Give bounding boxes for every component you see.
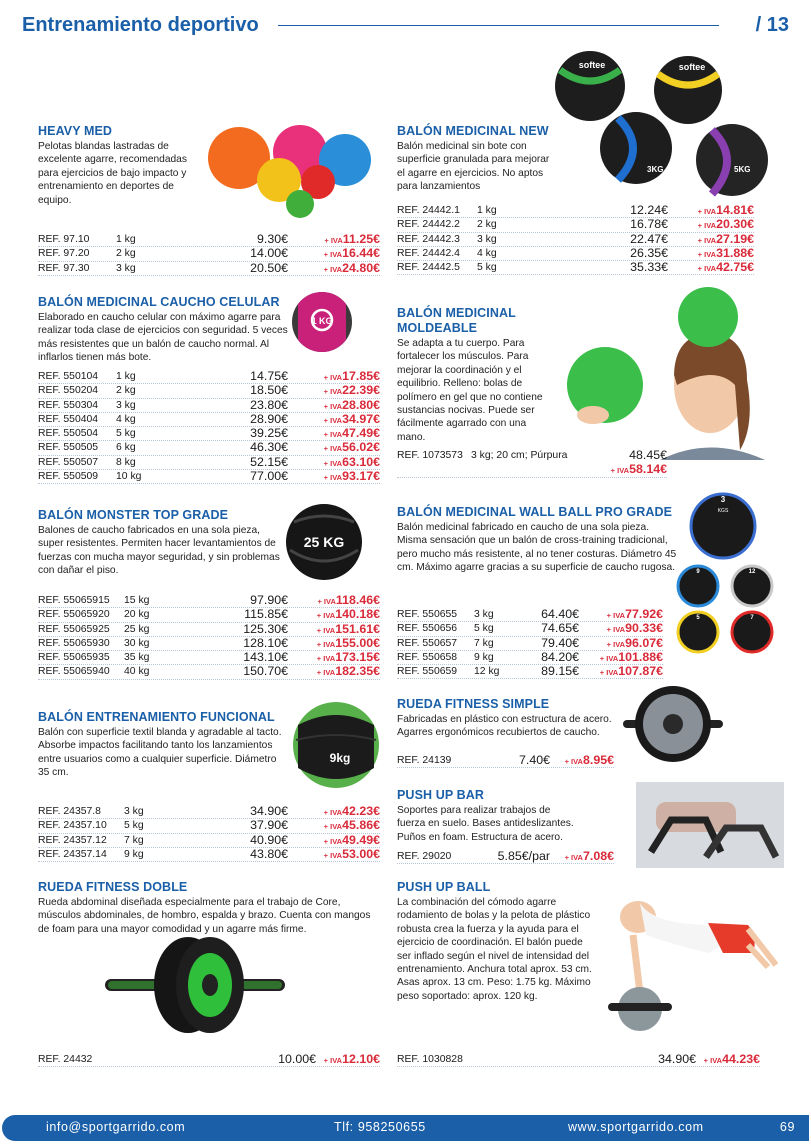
price-with-iva: + IVA151.61€ [316,621,380,636]
price: 7.40€ [518,753,550,767]
price: 79.40€ [541,635,579,650]
product-description: Fabricadas en plástico con estructura de acero. Agarres ergonómicos recubiertos de caucho. [397,714,612,739]
price-row [38,637,380,651]
product-title: HEAVY MED [38,124,113,138]
ref-code: REF. 55065935 [38,652,110,664]
price-row [397,637,663,651]
ball-brand-label: softee [578,60,606,70]
price-with-iva: + IVA118.46€ [317,593,380,607]
price-row [38,370,380,384]
ref-code: REF. 24442.1 [397,205,460,216]
weight: 35 kg [124,652,150,664]
ball-brand-label: softee [678,62,706,72]
price: 39.25€ [250,426,288,441]
ref-code: REF. 550204 [38,385,99,397]
price: 115.85€ [244,607,288,622]
price-row [397,622,663,636]
ref-code: REF. 550655 [397,609,458,620]
caucho-ball-image [290,290,354,354]
weight: 3 kg [474,609,494,620]
product-title: BALÓN MEDICINAL MOLDEABLE [397,306,516,335]
price-row [397,449,667,463]
product-rueda-simple [397,697,612,740]
price: 43.80€ [250,846,288,861]
weight: 20 kg [124,609,150,621]
price-row [397,608,663,622]
price-with-iva: + IVA8.95€ [564,753,614,767]
price-with-iva: + IVA155.00€ [316,635,380,650]
price-row [397,261,754,275]
price: 22.47€ [630,231,668,246]
price: 37.90€ [250,818,288,833]
price-with-iva: + IVA96.07€ [606,635,663,650]
ref-code: REF. 1030828 [397,1054,463,1065]
price-row [38,608,380,622]
section-title: Entrenamiento deportivo [22,14,259,36]
weight: 9 kg [124,848,144,860]
price: 64.40€ [541,607,579,621]
product-description: Se adapta a tu cuerpo. Para fortalecer los músculos. Para mejorar la coordinación y el equilibrio. Relleno: bolas de polímero en gel que no contiene sustancias nocivas. Puede ser fácilmente agarrado con una mano. [397,338,543,443]
price-with-iva: + IVA173.15€ [316,650,380,665]
price-with-iva: + IVA53.00€ [323,846,380,861]
ref-code: REF. 24357.14 [38,848,107,860]
product-description: Elaborado en caucho celular con máximo agarre para realizar toda clase de ejercicios con seguridad. 5 veces más resistentes que un balón de caucho normal. Al inflarlos tienen más bote. [38,312,288,364]
ref-code: REF. 24442.5 [397,262,460,274]
page-header [22,12,789,42]
price-with-iva: + IVA34.97€ [323,411,380,426]
price-row [38,1053,380,1067]
price-row [397,651,663,665]
wall-ball-image [676,490,786,665]
ref-code: REF. 97.30 [38,262,90,274]
ref-code: REF. 24442.4 [397,247,460,259]
product-description: Soportes para realizar trabajos de fuerza en suelo. Bases antideslizantes. Puños en foam. Estructura de acero. [397,805,574,843]
price-row [38,247,380,261]
price-row [38,399,380,413]
price: 34.90€ [658,1052,696,1066]
price: 14.00€ [250,246,288,261]
product-description: Balón medicinal fabricado en caucho de una sola pieza. Misma sensación que un balón de cross-training tradicional, pero mucho más resistente, al no tener costuras. Diámetro 45 cm. Máximo agarre gracias a su superficie de caucho rugosa. [397,522,677,574]
price-with-iva: + IVA22.39€ [323,383,380,398]
price-with-iva: + IVA11.25€ [324,232,380,246]
ball-weight-label: 3KG [647,165,664,174]
ref-code: REF. 24357.10 [38,820,107,832]
price: 16.78€ [630,217,668,232]
weight: 8 kg [116,456,136,468]
price-with-iva: + IVA44.23€ [703,1052,760,1066]
price-with-iva: + IVA12.10€ [323,1052,380,1066]
product-push-up-bar [397,788,577,844]
price-row [38,427,380,441]
price-row [38,805,380,819]
ref-code: REF. 550509 [38,471,99,483]
product-description: Balón medicinal sin bote con superficie granulada para mejorar el agarre en ejercicios. No aptos para lanzamientos [397,141,550,193]
price-row [38,456,380,470]
weight: 2 kg [477,219,497,231]
price: 48.45€ [629,448,667,462]
price: 97.90€ [250,593,288,607]
funcional-ball-image [288,700,384,790]
push-up-bar-price [397,850,614,864]
header-divider [278,25,719,26]
weight: 5 kg [116,428,136,440]
weight: 3 kg [116,399,136,411]
ref-code: REF. 550505 [38,442,99,454]
price-with-iva: + IVA56.02€ [323,440,380,455]
price-with-iva: + IVA101.88€ [599,649,663,664]
medicinal-new-price-table [397,204,754,275]
ref-code: REF. 550504 [38,428,99,440]
ball-weight-label: 12 [748,569,756,575]
product-push-up-ball [397,880,593,1003]
weight: 3 kg [477,233,497,245]
price: 40.90€ [250,832,288,847]
weight: 6 kg [116,442,136,454]
ref-code: REF. 97.20 [38,248,90,260]
ball-weight-label: 9 [696,569,700,575]
price-row [38,665,380,679]
product-title: BALÓN ENTRENAMIENTO FUNCIONAL [38,710,275,724]
ball-weight-label: 5KG [734,165,751,174]
price-with-iva: + IVA7.08€ [564,849,614,863]
product-title: RUEDA FITNESS DOBLE [38,880,188,894]
ref-code: REF. 24357.12 [38,834,107,846]
heavy-med-balls-image [205,122,380,222]
weight: 15 kg [124,595,150,606]
rueda-doble-image [100,935,290,1040]
price-with-iva: + IVA14.81€ [697,203,754,217]
price-row [38,651,380,665]
price-row [397,1053,760,1067]
heavy-med-price-table [38,233,380,276]
footer-website[interactable]: www.sportgarrido.com [568,1120,704,1134]
rueda-simple-image [618,680,728,770]
product-title: BALÓN MEDICINAL WALL BALL PRO GRADE [397,505,673,519]
price-with-iva: + IVA42.75€ [697,260,754,275]
price-with-iva: + IVA20.30€ [697,217,754,232]
price-row [38,384,380,398]
ref-code: REF. 550304 [38,399,99,411]
price: 125.30€ [243,621,288,636]
push-up-ball-image [598,895,788,1035]
price: 9.30€ [256,232,288,246]
price-with-iva: + IVA16.44€ [323,246,380,261]
ref-code: REF. 550657 [397,637,458,649]
product-funcional [38,710,290,780]
price-row [38,233,380,247]
price-row [397,665,663,679]
ref-code: REF. 550104 [38,371,99,382]
weight: 3 kg [124,806,144,817]
weight: 3 kg [116,262,136,274]
price: 84.20€ [541,649,579,664]
price-with-iva: + IVA45.86€ [323,818,380,833]
page-footer [2,1115,809,1141]
weight: 4 kg [116,413,136,425]
price-with-iva: + IVA140.18€ [316,607,380,622]
price-row [38,441,380,455]
monster-price-table [38,594,380,680]
price: 10.00€ [278,1052,316,1066]
ref-code: REF. 550656 [397,623,458,635]
product-description: La combinación del cómodo agarre rodamiento de bolas y la pelota de plástico robusta crea la fuerza y la ayuda para el ejercicio de coordinación. El balón puede ser inflado según el nivel de intensidad del entrenamiento. Anchura total aprox. 53 cm. Asas aprox. 13 cm. Peso: 1.75 kg. Máximo peso soportado: aprox. 120 kg. [397,897,592,1002]
ref-code: REF. 55065930 [38,637,110,649]
push-up-ball-price [397,1053,760,1067]
ball-weight-label: 3 [720,495,726,504]
product-description: Pelotas blandas lastradas de excelente agarre, recomendadas para ejercicios de bajo impacto y entrenamiento en deportes de equipo. [38,141,187,206]
price-with-iva: + IVA77.92€ [606,607,663,621]
wall-ball-price-table [397,608,663,679]
price-with-iva: + IVA24.80€ [323,260,380,275]
price: 28.90€ [250,411,288,426]
price-row [38,819,380,833]
push-up-bar-image [636,782,784,868]
ref-code: REF. 29020 [397,851,452,862]
weight: 1 kg [116,371,136,382]
price-row [397,204,754,218]
moldeable-price [397,449,667,478]
price: 20.50€ [250,260,288,275]
price-row [38,262,380,276]
price: 18.50€ [250,383,288,398]
weight: 2 kg [116,248,136,260]
weight: 1 kg [116,234,136,245]
price: 74.65€ [541,621,579,636]
price-row [397,218,754,232]
ref-code: REF. 24139 [397,755,452,766]
product-spec: 3 kg; 20 cm; Púrpura [471,450,568,461]
ref-code: REF. 24442.3 [397,233,460,245]
weight: 4 kg [477,247,497,259]
price-row [397,247,754,261]
rueda-doble-price [38,1053,380,1067]
product-title: PUSH UP BALL [397,880,491,894]
product-monster [38,508,283,578]
ref-code: REF. 1073573 [397,450,463,461]
price: 5.85€/par [497,849,550,863]
price-with-iva: + IVA47.49€ [323,426,380,441]
price: 128.10€ [243,635,288,650]
product-wall-ball [397,505,677,575]
caucho-price-table [38,370,380,484]
weight: 9 kg [474,651,494,663]
weight: 30 kg [124,637,150,649]
ball-weight-label: 25 KG [303,534,345,550]
footer-email[interactable]: info@sportgarrido.com [46,1120,186,1134]
price: 89.15€ [541,664,579,679]
product-description: Rueda abdominal diseñada especialmente para el trabajo de Core, músculos abdominales, de hombro, espalda y brazo. Cuenta con mangos de foam para una mayor comodidad y un agarre más firme. [38,897,371,935]
price-with-iva: + IVA182.35€ [316,664,380,679]
ball-weight-label: 7 [750,615,754,621]
product-description: Balón con superficie textil blanda y agradable al tacto. Absorbe impactos facilitando tanto los lanzamientos entre usuarios como a cualquier superficie. Diámetro 35 cm. [38,727,282,779]
price: 77.00€ [250,469,288,484]
price: 12.24€ [630,203,668,217]
product-title: BALÓN MEDICINAL NEW [397,124,549,138]
price-with-iva: + IVA63.10€ [323,454,380,469]
price-with-iva: + IVA90.33€ [606,621,663,636]
ref-code: REF. 55065925 [38,623,110,635]
price-row [38,623,380,637]
price: 46.30€ [250,440,288,455]
footer-page-number: 69 [779,1120,795,1134]
price-row [397,754,614,768]
price-row [38,594,380,608]
price-with-iva: + IVA107.87€ [599,664,663,679]
price-row [38,834,380,848]
ref-code: REF. 55065920 [38,609,110,621]
price-with-iva: + IVA58.14€ [610,462,667,477]
weight: 25 kg [124,623,150,635]
product-description: Balones de caucho fabricados en una sola pieza, super resistentes. Permiten hacer levantamientos de fuerzas con mucha mayor seguridad, y sin problemas con dañar el piso. [38,525,280,577]
ref-code: REF. 55065915 [38,595,110,606]
weight: 12 kg [474,666,500,678]
price: 150.70€ [243,664,288,679]
ball-weight-label: 5 [696,615,700,621]
product-title: RUEDA FITNESS SIMPLE [397,697,550,711]
ref-code: REF. 97.10 [38,234,90,245]
weight: 7 kg [474,637,494,649]
weight: 5 kg [124,820,144,832]
footer-phone[interactable]: Tlf: 958250655 [334,1120,426,1134]
price: 23.80€ [250,397,288,412]
price: 52.15€ [250,454,288,469]
product-title: BALÓN MEDICINAL CAUCHO CELULAR [38,295,280,309]
ball-unit-label: KGS [717,508,729,514]
price-row [38,848,380,862]
price-row [397,233,754,247]
medicinal-new-balls-image [552,48,782,198]
ball-weight-label: 9kg [329,751,351,765]
price-with-iva: + IVA31.88€ [697,245,754,260]
price-row [38,470,380,484]
price-row [38,413,380,427]
weight: 1 kg [477,205,497,216]
price: 14.75€ [250,369,288,383]
ref-code: REF. 24442.2 [397,219,460,231]
price: 34.90€ [250,804,288,818]
price: 35.33€ [630,260,668,275]
moldeable-image [565,285,780,460]
weight: 7 kg [124,834,144,846]
price-with-iva: + IVA27.19€ [697,231,754,246]
price: 143.10€ [243,650,288,665]
price-with-iva: + IVA93.17€ [323,469,380,484]
ref-code: REF. 55065940 [38,666,110,678]
price-with-iva: + IVA28.80€ [323,397,380,412]
product-moldeable [397,306,557,444]
ref-code: REF. 550659 [397,666,458,678]
product-rueda-doble [38,880,373,936]
ball-weight-label: 1 KG [311,316,333,326]
product-medicinal-new [397,124,557,194]
monster-ball-image [282,502,368,582]
price-row [397,463,667,477]
price-row [397,850,614,864]
ref-code: REF. 550404 [38,413,99,425]
weight: 5 kg [474,623,494,635]
weight: 5 kg [477,262,497,274]
ref-code: REF. 550658 [397,651,458,663]
rueda-simple-price [397,754,614,768]
product-title: BALÓN MONSTER TOP GRADE [38,508,229,522]
product-caucho-celular [38,295,288,365]
price-with-iva: + IVA49.49€ [323,832,380,847]
weight: 40 kg [124,666,150,678]
ref-code: REF. 550507 [38,456,99,468]
price-with-iva: + IVA42.23€ [323,804,380,818]
product-heavy-med [38,124,208,207]
weight: 10 kg [116,471,142,483]
ref-code: REF. 24357.8 [38,806,101,817]
price-with-iva: + IVA17.85€ [323,369,380,383]
price: 26.35€ [630,245,668,260]
product-title: PUSH UP BAR [397,788,484,802]
weight: 2 kg [116,385,136,397]
ref-code: REF. 24432 [38,1054,93,1065]
funcional-price-table [38,805,380,862]
section-number: / 13 [755,14,789,36]
